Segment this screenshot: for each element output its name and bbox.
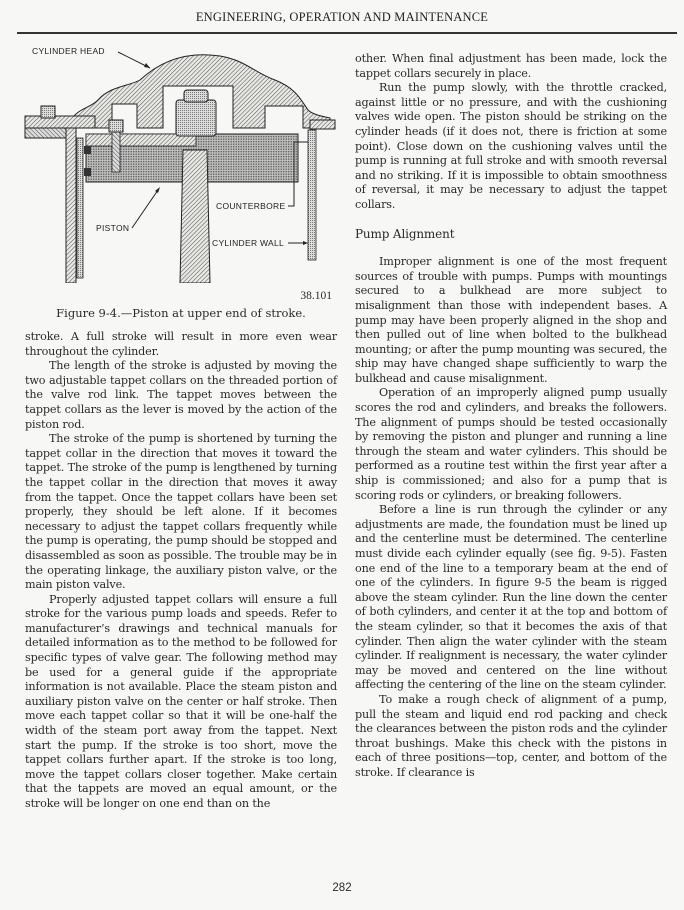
paragraph: Run the pump slowly, with the throttle cracked, against little or no pressure, and with the cushioning valves wide open. The piston should be striking on the cylinder heads (if it does not, there is friction at some point). Close down on the cushioning valves until the pump is running at full stroke and with smooth reversal and no striking. If it is impossible to obtain smoothness of reversal, it may be necessary to adjust the tappet collars. — [355, 81, 667, 211]
section-heading: Pump Alignment — [355, 226, 455, 241]
header-rule — [17, 32, 677, 34]
label-cylinder-wall: CYLINDER WALL — [212, 238, 285, 248]
left-flange — [25, 116, 95, 128]
right-flange — [310, 120, 335, 129]
paragraph: Before a line is run through the cylinder or any adjustments are made, the foundation must be lined up and the centerline must be determined. The centerline must divide each cylinder equally (see fig. 9-5). Fasten one end of the line to a temporary beam at the end of one of the cylinders. In figure 9-5 the beam is rigged above the steam cylinder. Run the line down the center of both cylinders, and center it at the top and bottom of the steam cylinder, so that it becomes the axis of that cylinder. Then align the water cylinder with the steam cylinder. If realignment is necessary, the water cylinder may be moved and centered on the line without affecting the centering of the line on the steam cylinder. — [355, 503, 667, 692]
follower-bolt — [112, 128, 120, 172]
leader-piston — [132, 190, 158, 228]
flange-nut — [41, 106, 55, 118]
right-cylinder-wall — [308, 130, 316, 260]
paragraph: Operation of an improperly aligned pump usually scores the rod and cylinders, and breaks the followers. The alignment of pumps should be tested occasionally by removing the piston and plunger and running a line through the steam and water cylinders. This should be performed as a routine test within the first year after a ship is commissioned; and also for a pump that is scoring rods or cylinders, or breaking followers. — [355, 386, 667, 502]
paragraph: The stroke of the pump is shortened by turning the tappet collar in the direction that moves it toward the tappet. The stroke of the pump is lengthened by turning the tappet collar in the direction that moves it away from the tappet. Once the tappet collars have been set properly, they should be left alone. If it becomes necessary to adjust the tappet collars frequently while the pump is operating, the pump should be stopped and disassembled as soon as possible. The trouble may be in the operating linkage, the auxiliary piston valve, or the main piston valve. — [25, 432, 337, 592]
paragraph: The length of the stroke is adjusted by moving the two adjustable tappet collars on the threaded portion of the valve rod link. The tappet moves between the tappet collars as the lever is moved by the action of the piston rod. — [25, 359, 337, 431]
label-cylinder-head: CYLINDER HEAD — [32, 46, 105, 56]
label-piston: PISTON — [96, 223, 130, 233]
piston-rod-nut-top — [184, 90, 208, 102]
left-liner — [77, 138, 83, 278]
paragraph: Properly adjusted tappet collars will ensure a full stroke for the various pump loads and speeds. Refer to manufacturer’s drawings and technical manuals for detailed information as to the method to be followed for specific types of valve gear. The following method may be used for a general guide if the appropriate information is not available. Place the steam piston and auxiliary piston valve on the center or half stroke. Then move each tappet collar so that it will be one-half the width of the steam port away from the tappet. Next start the pump. If the stroke is too short, move the tappet collars further apart. If the stroke is too long, move the tappet collars closer together. Make certain that the tappets are moved an equal amount, or the stroke will be longer on one end than on the — [25, 592, 337, 810]
paragraph: To make a rough check of alignment of a pump, pull the steam and liquid end rod packing and check the clearances between the piston rods and the cylinder throat bushings. Make this check with the pistons in each of three positions—top, center, and bottom of the stroke. If clearance is — [355, 692, 667, 779]
paragraph: other. When final adjustment has been made, lock the tappet collars securely in place. — [355, 52, 667, 80]
paragraph: Improper alignment is one of the most frequent sources of trouble with pumps. Pumps with mountings secured to a bulkhead are more subject to misalignment than those with independent bases. A pump may have been properly aligned in the shop and then pulled out of line when bolted to the bulkhead mounting; or after the pump mounting was secured, the ship may have changed shape sufficiently to warp the bulkhead and cause misalignment. — [355, 255, 667, 385]
follower-bolt-nut — [109, 120, 123, 132]
piston-rod — [180, 150, 210, 283]
piston-rod-nut — [176, 100, 216, 136]
figure-id: 38.101 — [300, 290, 332, 302]
label-counterbore: COUNTERBORE — [216, 201, 286, 211]
figure-caption: Figure 9-4.—Piston at upper end of stroke. — [56, 306, 306, 320]
figure-piston-diagram — [20, 38, 340, 283]
left-column — [25, 330, 337, 812]
piston-ring-upper — [84, 146, 91, 154]
running-header: ENGINEERING, OPERATION AND MAINTENANCE — [195, 10, 489, 24]
page-number: 282 — [332, 882, 352, 894]
piston-ring-lower — [84, 168, 91, 176]
paragraph: stroke. A full stroke will result in more even wear throughout the cylinder. — [25, 330, 337, 358]
right-column — [355, 52, 667, 781]
left-cylinder-wall — [66, 128, 76, 283]
